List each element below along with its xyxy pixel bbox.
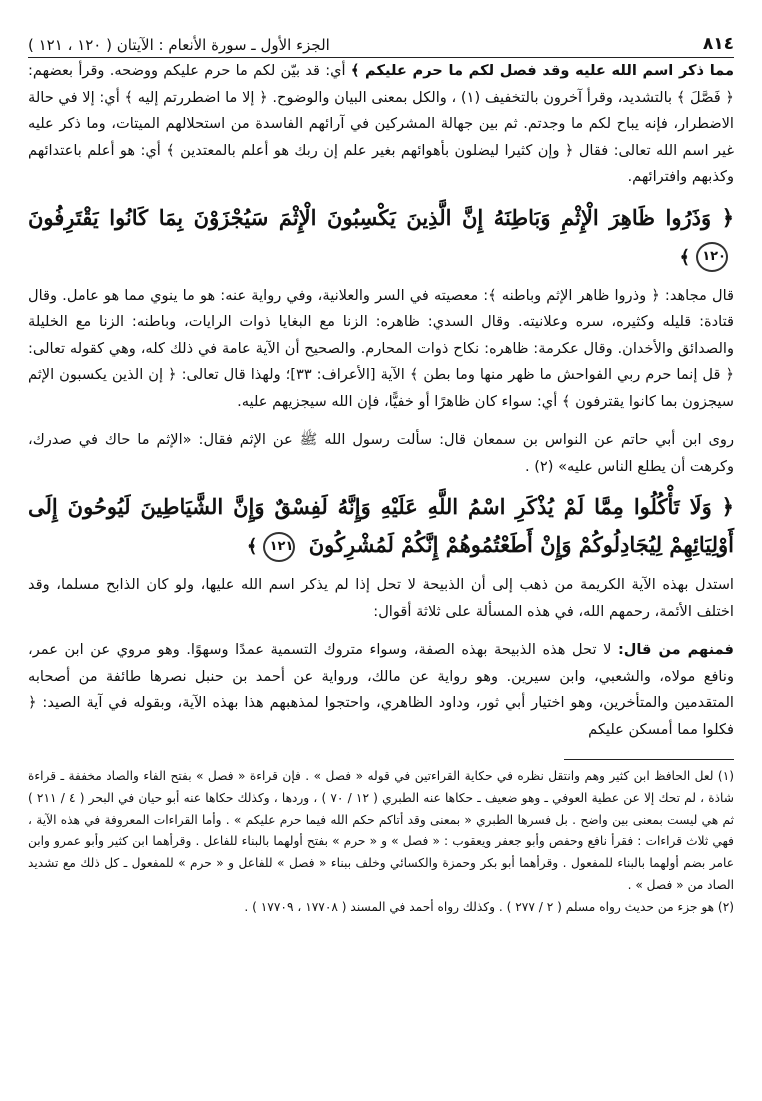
page-number: ٨١٤ — [702, 34, 734, 54]
ornament-icon: ﴾ — [679, 246, 690, 268]
verse-121 — [28, 488, 734, 566]
footnote-2: (٢) هو جزء من حديث رواه مسلم ( ٢ / ٢٧٧ ) . وكذلك رواه أحمد في المسند ( ١٧٧٠٨ ، ١٧٧٠٩ ) . — [244, 899, 734, 914]
paragraph-text: أي: قد بيّن لكم ما حرم عليكم ووضحه. وقرأ بعضهم: ﴿ فَصَّلَ ﴾ بالتشديد، وقرأ آخرون بالتخفيف (١) ، والكل بمعنى البيان والوضوح. ﴿ إلا ما اضطررتم إليه ﴾ أي: إلا في حالة الاضطرار، فإنه يباح لكم ما وجدتم. ثم بين جهالة المشركين في آرائهم الفاسدة من استحلالهم الميتات، وما ذكر عليه غير اسم الله تعالى: فقال ﴿ وإن كثيرا ليضلون بأهوائهم بغير علم إن ربك هو أعلم بالمعتدين ﴾ أي: هو أعلم باعتدائهم وكذبهم وافترائهم. — [28, 62, 734, 185]
footnote-divider — [564, 759, 734, 760]
paragraph-text: لا تحل هذه الذبيحة بهذه الصفة، وسواء متروك التسمية عمدًا وسهوًا. وهو مروي عن ابن عمر، ونافع مولاه، والشعبي، وابن سيرين. وهو رواية عن مالك، ورواية عن أحمد بن حنبل نصرها طائفة من أصحابه المتقدمين والمتأخرين، وهو اختيار أبي ثور، وداود الظاهري، واحتجوا لمذهبهم هذا بهذه الآية، وبقوله في آية الصيد: ﴿ فكلوا مما أمسكن عليكم — [28, 641, 734, 738]
opinion-lead: فمنهم من قال: — [617, 641, 734, 658]
paragraph-1 — [28, 58, 734, 191]
verse-text: ﴿ وَذَرُوا ظَاهِرَ الْإِثْمِ وَبَاطِنَهُ إِنَّ الَّذِينَ يَكْسِبُونَ الْإِثْمَ سَيُجْزَوْنَ بِمَا كَانُوا يَقْتَرِفُونَ — [28, 204, 734, 230]
paragraph-4: استدل بهذه الآية الكريمة من ذهب إلى أن الذبيحة لا تحل إذا لم يذكر اسم الله عليها، ولو كان الذابح مسلما، وقد اختلف الأئمة، رحمهم الله، في هذه المسألة على ثلاثة أقوال: — [28, 576, 734, 620]
verse-number-badge: ١٢١ — [263, 532, 295, 562]
page — [28, 28, 734, 919]
ornament-icon: ﴾ — [246, 536, 258, 557]
running-header — [28, 28, 734, 58]
paragraph-2: قال مجاهد: ﴿ وذروا ظاهر الإثم وباطنه ﴾: معصيته في السر والعلانية، وفي رواية عنه: هو ما ينوي مما هو عامل. وقال قتادة: قليله وكثيره، سره وعلانيته. وقال السدي: ظاهره: الزنا مع البغايا ذوات الرايات، وباطنه: الزنا مع الخليلة والصدائق والأخدان. وقال عكرمة: ظاهره: نكاح ذوات المحارم. والصحيح أن الآية عامة في ذلك كله، وهي كقوله تعالى: ﴿ قل إنما حرم ربي الفواحش ما ظهر منها وما بطن ﴾ الآية [الأعراف: ٣٣]؛ ولهذا قال تعالى: ﴿ إن الذين يكسبون الإثم سيجزون بما كانوا يقترفون ﴾ أي: سواء كان ظاهرًا أو خفيًّا، فإن الله سيجزيهم عليه. — [28, 286, 734, 410]
quran-quote: مما ذكر اسم الله عليه وقد فصل لكم ما حرم عليكم ﴾ — [350, 62, 734, 79]
paragraph-3: روى ابن أبي حاتم عن النواس بن سمعان قال: سألت رسول الله ﷺ عن الإثم فقال: «الإثم ما حاك في صدرك، وكرهت أن يطلع الناس عليه» (٢) . — [28, 431, 734, 475]
footnote-1: (١) لعل الحافظ ابن كثير وهم وانتقل نظره في حكاية القراءتين في قوله « فصل » . فإن قراءة « فصل » بفتح الفاء والصاد مخففة ـ قراءة شاذة ، لم تحك إلا عن عطية العوفي ـ وهو ضعيف ـ حكاها عنه الطبري ( ١٢ / ٧٠ ) ، وردها ، وكذلك حكاها عنه أبو حيان في البحر ( ٤ / ٢١١ ) ثم هي ليست بمعنى بين واضح . بل فسرها الطبري « بمعنى وقد أتاكم حكم الله فيما حرم عليكم » . وأما القراءات المعروفة في هذه الآية ، فهي ثلاث قراءات : فقرأ نافع وحفص وأبو جعفر ويعقوب : « فصل » و « حرم » بفتح أولهما بالبناء للفاعل . وقرأهما ابن كثير وأبو عمرو وابن عامر بضم أولهما بالبناء للمفعول . وقرأهما أبو بكر وحمزة والكسائي وخلف ببناء « فصل » للفاعل و « حرم » للمفعول ـ كل ذلك مع تشديد الصاد من « فصل » . — [28, 769, 734, 892]
verse-text: ﴿ وَلَا تَأْكُلُوا مِمَّا لَمْ يُذْكَرِ اسْمُ اللَّهِ عَلَيْهِ وَإِنَّهُ لَفِسْقٌ وَإِنَّ الشَّيَاطِينَ لَيُوحُونَ إِلَى أَوْلِيَائِهِمْ لِيُجَادِلُوكُمْ وَإِنْ أَطَعْتُمُوهُمْ إِنَّكُمْ لَمُشْرِكُونَ — [28, 494, 734, 557]
running-title: الجزء الأول ـ سورة الأنعام : الآيتان ( ١٢٠ ، ١٢١ ) — [28, 36, 330, 54]
verse-number-badge: ١٢٠ — [696, 242, 728, 272]
paragraph-5 — [28, 637, 734, 743]
verse-120 — [28, 199, 734, 277]
